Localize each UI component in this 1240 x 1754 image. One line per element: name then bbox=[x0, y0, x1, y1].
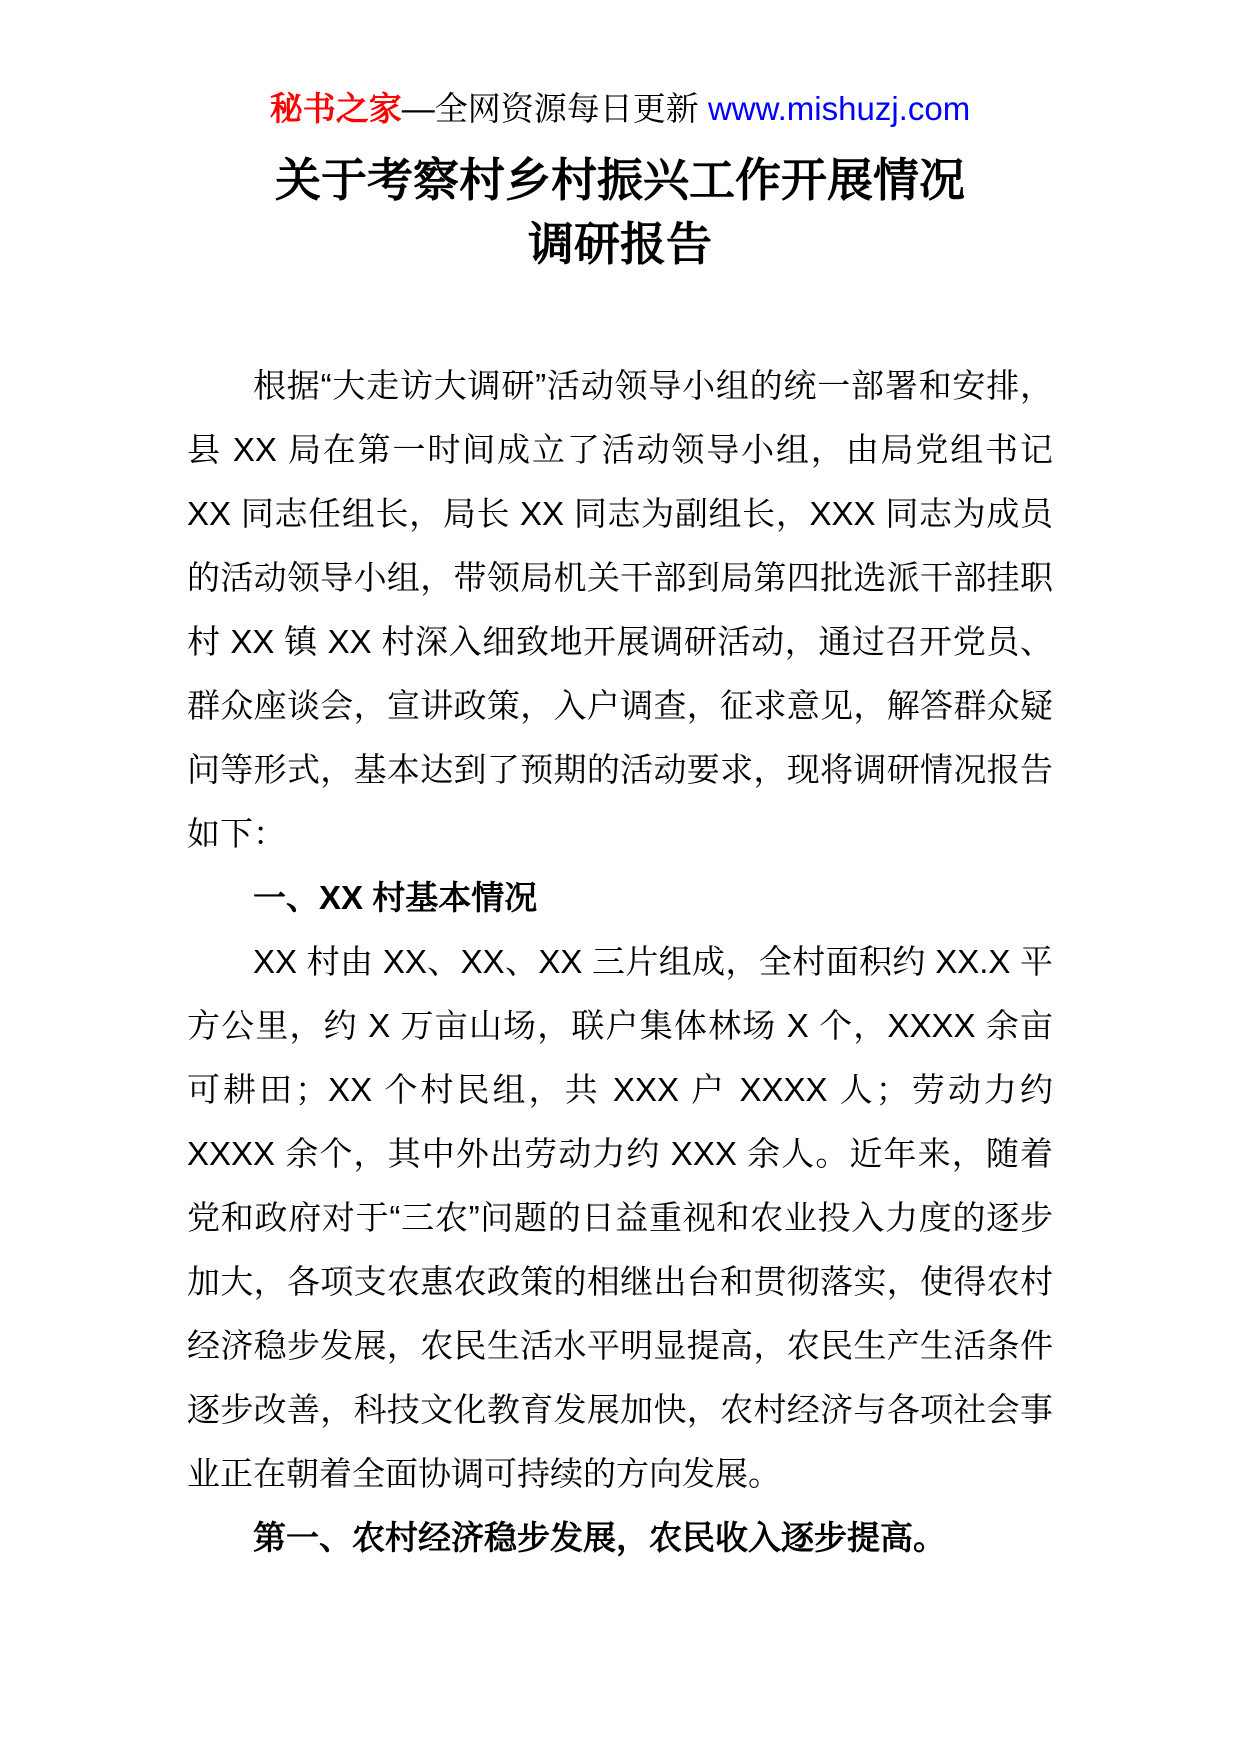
section-heading-village-overview: 一、XX 村基本情况 bbox=[253, 879, 538, 916]
header-dash: — bbox=[401, 90, 435, 127]
site-brand: 秘书之家 bbox=[269, 90, 402, 127]
site-header bbox=[0, 86, 1240, 132]
header-space bbox=[699, 90, 708, 127]
document-title-line-2: 调研报告 bbox=[528, 218, 712, 270]
document-body bbox=[187, 354, 1053, 1570]
paragraph-village-overview: XX 村由 XX、XX、XX 三片组成，全村面积约 XX.X 平方公里，约 X 万亩山场，联户集体林场 X 个，XXXX 余亩可耕田；XX 个村民组，共 XXX 户 XXXX 人；劳动力约 XXXX 余个，其中外出劳动力约 XXX 余人。近年来，随着党和政府对于“三农”问题的日益重视和农业投入力度的逐步加大，各项支农惠农政策的相继出台和贯彻落实，使得农村经济稳步发展，农民生活水平明显提高，农民生产生活条件逐步改善，科技文化教育发展加快，农村经济与各项社会事业正在朝着全面协调可持续的方向发展。 bbox=[187, 943, 1053, 1492]
paragraph-intro: 根据“大走访大调研”活动领导小组的统一部署和安排，县 XX 局在第一时间成立了活动领导小组，由局党组书记 XX 同志任组长，局长 XX 同志为副组长，XXX 同志为成员的活动领导小组，带领局机关干部到局第四批选派干部挂职村 XX 镇 XX 村深入细致地开展调研活动，通过召开党员、群众座谈会，宣讲政策，入户调查，征求意见，解答群众疑问等形式，基本达到了预期的活动要求，现将调研情况报告如下： bbox=[187, 367, 1053, 852]
document-title bbox=[140, 148, 1100, 276]
site-url-link[interactable]: www.mishuzj.com bbox=[707, 90, 971, 127]
header-tagline: 全网资源每日更新 bbox=[434, 90, 699, 127]
subsection-heading-rural-economy: 第一、农村经济稳步发展，农民收入逐步提高。 bbox=[253, 1519, 946, 1556]
document-title-line-1: 关于考察村乡村振兴工作开展情况 bbox=[275, 154, 965, 206]
